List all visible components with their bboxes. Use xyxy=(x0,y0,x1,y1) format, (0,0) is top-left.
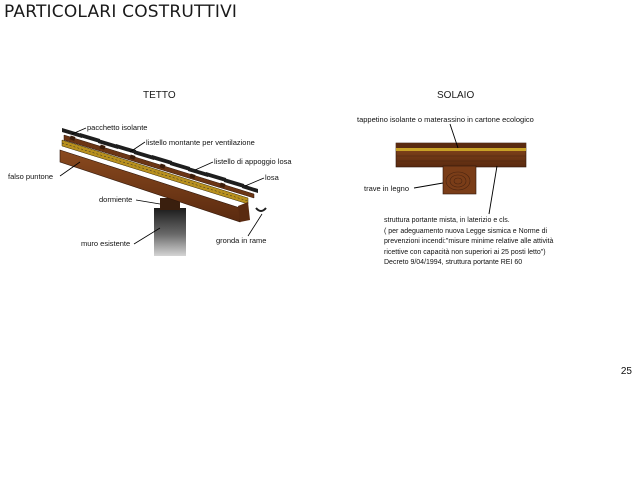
label-slate-batten: listello di appoggio losa xyxy=(214,157,292,166)
structure-note-line: struttura portante mista, in laterizio e cls. xyxy=(384,217,510,224)
structure-note-line: ricettive con capacità non superiori ai 25 posti letto") xyxy=(384,248,546,256)
tetto-heading: TETTO xyxy=(143,90,176,101)
label-copper-gutter: gronda in rame xyxy=(216,236,267,245)
label-insulation-package: pacchetto isolante xyxy=(87,123,148,132)
page-number: 25 xyxy=(620,366,632,377)
floor-section xyxy=(396,143,526,194)
label-slate: losa xyxy=(265,173,279,182)
rafter xyxy=(60,150,240,222)
solaio-heading: SOLAIO xyxy=(437,90,475,101)
structure-note xyxy=(384,216,599,269)
label-ventilation-batten: listello montante per ventilazione xyxy=(146,138,255,147)
existing-wall xyxy=(154,208,186,256)
label-false-rafter: falso puntone xyxy=(8,172,54,181)
structure-note-line: ( per adeguamento nuova Legge sismica e Norme di xyxy=(384,227,548,235)
floor-insulation xyxy=(396,148,526,151)
label-insulating-mat: tappetino isolante o materassino in cartone ecologico xyxy=(357,115,534,124)
label-existing-wall: muro esistente xyxy=(81,239,131,248)
structure-note-line: Decreto 9/04/1994, struttura portante REI 60 xyxy=(384,259,523,266)
label-wall-plate: dormiente xyxy=(99,195,133,204)
structure-note-line: prevenzioni incendi:"misure minime relative alle attività xyxy=(384,238,554,245)
label-timber-beam: trave in legno xyxy=(364,184,410,193)
page-title: PARTICOLARI COSTRUTTIVI xyxy=(4,2,238,22)
copper-gutter xyxy=(256,208,266,211)
